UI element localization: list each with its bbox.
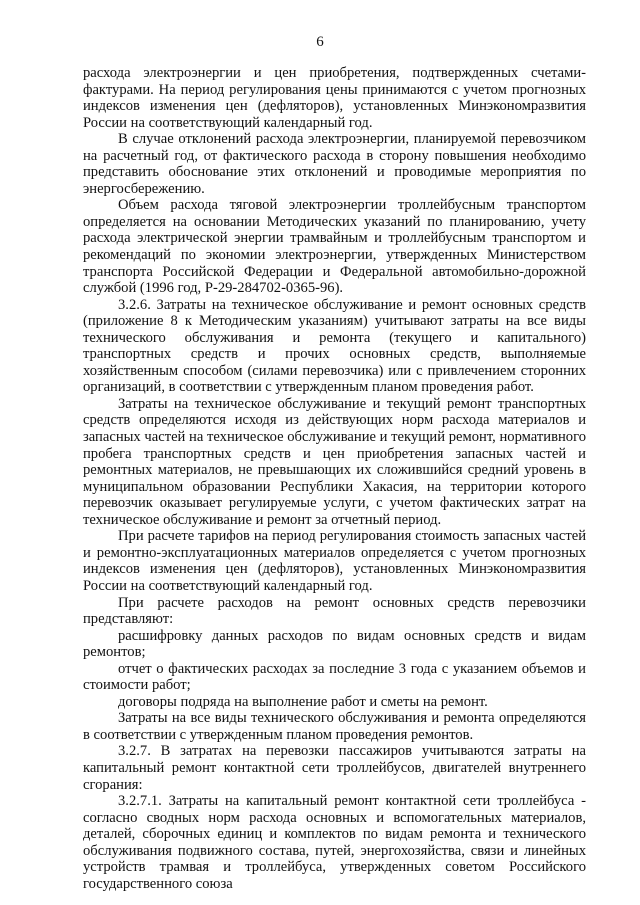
paragraph: 3.2.7.1. Затраты на капитальный ремонт контактной сети троллейбуса - согласно сводных норм расхода основных и вспомогательных материалов, деталей, сборочных единиц и комплектов по видам ремонта и технического обслуживания подвижного состава, путей, энергохозяйства, связи и линейных устройств трамвая и троллейбуса, утвержденных советом Российского государственного союза — [83, 793, 586, 892]
page-number: 6 — [316, 34, 324, 50]
list-item: расшифровку данных расходов по видам основных средств и видам ремонтов; — [83, 627, 586, 661]
paragraph: 3.2.6. Затраты на техническое обслуживание и ремонт основных средств (приложение 8 к Методическим указаниям) учитывают затраты на все виды технического обслуживания и ремонта (текущего и капитального) транспортных средств и прочих основных средств, выполняемые хозяйственным способом (силами перевозчика) или с привлечением сторонних организаций, в соответствии с утвержденным планом проведения работ. — [83, 296, 586, 396]
paragraph: 3.2.7. В затратах на перевозки пассажиров учитываются затраты на капитальный ремонт контактной сети троллейбусов, двигателей внутреннего сгорания: — [83, 743, 586, 793]
paragraph: Затраты на все виды технического обслуживания и ремонта определяются в соответствии с утвержденным планом проведения ремонтов. — [83, 710, 586, 743]
paragraph: При расчете расходов на ремонт основных средств перевозчики представляют: — [83, 594, 586, 628]
list-item: отчет о фактических расходах за последние 3 года с указанием объемов и стоимости работ; — [83, 660, 586, 694]
paragraph: расхода электроэнергии и цен приобретения, подтвержденных счетами-фактурами. На период регулирования цены принимаются с учетом прогнозных индексов изменения цен (дефляторов), установленных Минэкономразвития России на соответствующий календарный год. — [83, 65, 586, 131]
paragraph: Объем расхода тяговой электроэнергии троллейбусным транспортом определяется на основании Методических указаний по планированию, учету расхода электрической энергии трамвайным и троллейбусным транспортом и рекомендаций по экономии электроэнергии, утвержденных Министерством транспорта Российской Федерации и Федеральной автомобильно-дорожной службой (1996 год, Р-29-284702-0365-96). — [83, 197, 586, 297]
paragraph: В случае отклонений расхода электроэнергии, планируемой перевозчиком на расчетный год, от фактического расхода в сторону повышения необходимо представить обоснование этих отклонений и проводимые мероприятия по энергосбережению. — [83, 131, 586, 197]
paragraph: Затраты на техническое обслуживание и текущий ремонт транспортных средств определяются исходя из действующих норм расхода материалов и запасных частей на техническое обслуживание и текущий ремонт, нормативного пробега транспортных средств и цен приобретения запасных частей и ремонтных материалов, не превышающих их сложившийся средний уровень в муниципальном образовании Республики Хакасия, на территории которого перевозчик оказывает регулируемые услуги, с учетом фактических затрат на техническое обслуживание и ремонт за отчетный период. — [83, 395, 586, 528]
list-item: договоры подряда на выполнение работ и сметы на ремонт. — [118, 693, 488, 710]
document-body — [83, 65, 586, 892]
paragraph: При расчете тарифов на период регулирования стоимость запасных частей и ремонтно-эксплуатационных материалов определяется с учетом прогнозных индексов изменения цен (дефляторов), установленных Минэкономразвития России на соответствующий календарный год. — [83, 528, 586, 594]
